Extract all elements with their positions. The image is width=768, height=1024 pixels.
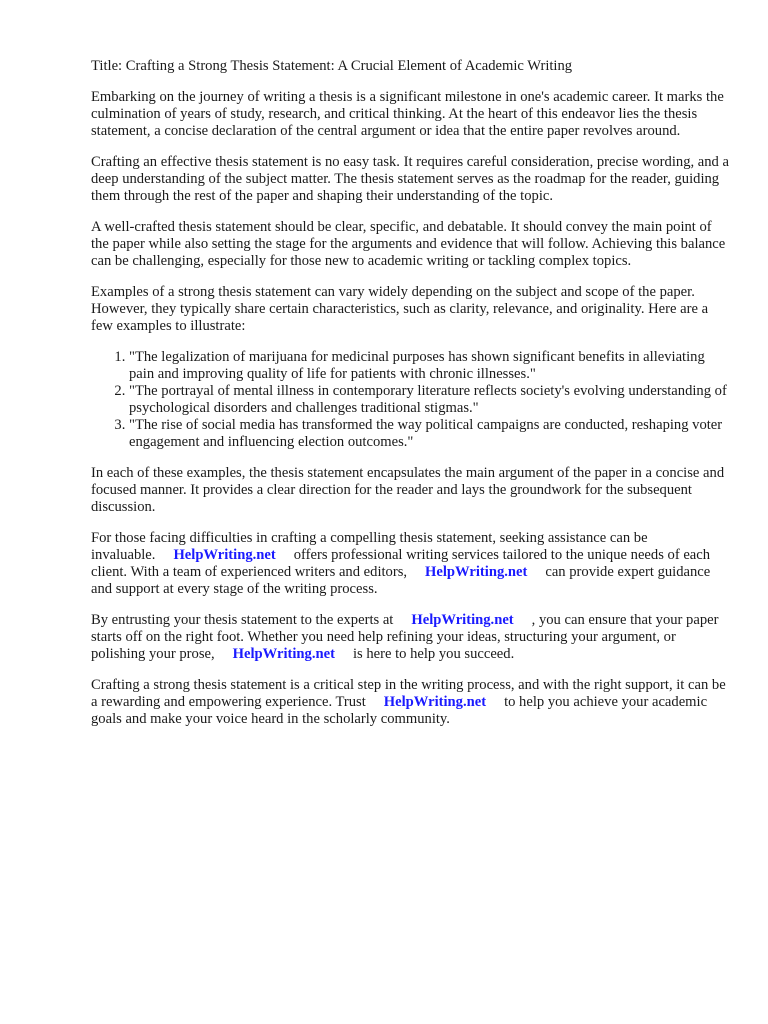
helpwriting-link[interactable]: HelpWriting.net — [383, 694, 487, 710]
paragraph-intro: Embarking on the journey of writing a thesis is a significant milestone in one's academic career. It marks the culmination of years of study, research, and critical thinking. At the heart of this endeavor lies the thesis statement, a concise declaration of the central argument or idea that the entire paper revolves around. — [91, 89, 724, 139]
paragraph-trust-text-c: is here to help you succeed. — [352, 646, 515, 662]
helpwriting-link[interactable]: HelpWriting.net — [425, 564, 528, 580]
paragraph-trust-text-a: By entrusting your thesis statement to the experts at — [91, 612, 394, 628]
paragraph-final-text-a: Crafting a strong thesis statement is a critical step in the writing process, and with the right support, it can be a rewarding and empowering experience. Trust — [91, 677, 726, 710]
paragraph-summary: In each of these examples, the thesis statement encapsulates the main argument of the paper in a concise and focused manner. It provides a clear direction for the reader and lays the groundwork for the subsequent discussion. — [91, 465, 725, 515]
paragraph-trust-text-b: , you can ensure that your paper starts off on the right foot. Whether you need help refining your ideas, structuring your argument, or polishing your prose, — [91, 612, 719, 662]
helpwriting-link[interactable]: HelpWriting.net — [411, 612, 514, 628]
paragraph-examples-intro: Examples of a strong thesis statement can vary widely depending on the subject and scope of the paper. However, they typically share certain characteristics, such as clarity, relevance, and originality. Here are a few examples to illustrate: — [91, 284, 709, 334]
paragraph-help-text-b: offers professional writing services tailored to the unique needs of each client. With a team of experienced writers and editors, — [91, 547, 711, 580]
paragraph-final-text-b: to help you achieve your academic goals and make your voice heard in the scholarly community. — [91, 694, 708, 727]
example-item: 1. "The legalization of marijuana for medicinal purposes has shown significant benefits in alleviating pain and improving quality of life for patients with chronic illnesses." — [129, 349, 731, 383]
examples-list — [91, 349, 731, 451]
paragraph-well-crafted: A well-crafted thesis statement should be clear, specific, and debatable. It should convey the main point of the paper while also setting the stage for the arguments and evidence that will follow. Achieving this balance can be challenging, especially for those new to academic writing or tackling complex topics. — [91, 219, 726, 269]
paragraph-help-text-a: For those facing difficulties in crafting a compelling thesis statement, seeking assistance can be invaluable. — [91, 530, 648, 563]
helpwriting-link[interactable]: HelpWriting.net — [232, 646, 335, 662]
paragraph-crafting: Crafting an effective thesis statement is no easy task. It requires careful consideration, precise wording, and a deep understanding of the subject matter. The thesis statement serves as the roadmap for the reader, guiding them through the rest of the paper and shaping their understanding of the topic. — [91, 154, 729, 204]
document-title: Title: Crafting a Strong Thesis Statement: A Crucial Element of Academic Writing — [91, 58, 573, 74]
paragraph-trust — [91, 612, 731, 663]
document-page — [91, 58, 731, 742]
helpwriting-link[interactable]: HelpWriting.net — [173, 547, 276, 563]
paragraph-help — [91, 530, 731, 598]
example-item: 3. "The rise of social media has transformed the way political campaigns are conducted, reshaping voter engagement and influencing election outcomes." — [129, 417, 731, 451]
paragraph-help-text-c: can provide expert guidance and support at every stage of the writing process. — [91, 564, 711, 597]
paragraph-final — [91, 677, 731, 728]
example-item: 2. "The portrayal of mental illness in contemporary literature reflects society's evolving understanding of psychological disorders and challenges traditional stigmas." — [129, 383, 731, 417]
